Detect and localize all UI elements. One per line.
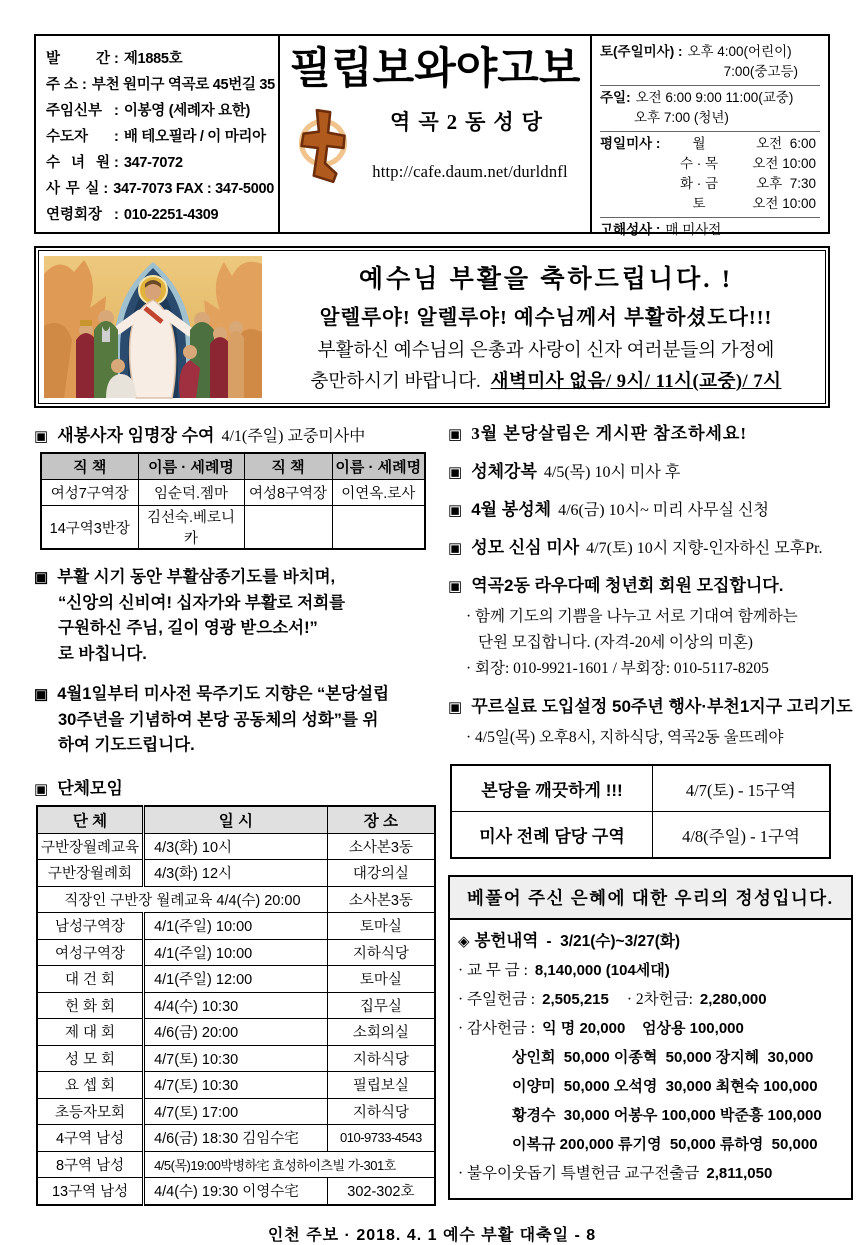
cell: 지하식당 xyxy=(327,939,435,966)
col-header: 직 책 xyxy=(41,453,138,480)
donor-line: 상인희 50,000 이종혁 50,000 장지혜 30,000 xyxy=(512,1049,814,1066)
offering-body xyxy=(450,920,851,1198)
duty-value: 4/8(주일) - 1구역 xyxy=(653,812,831,859)
table-row xyxy=(41,480,425,506)
square-bullet-icon: ▣ xyxy=(448,426,463,443)
offering-line xyxy=(458,1014,847,1043)
duty-name: 본당을 깨끗하게 !!! xyxy=(451,765,653,812)
info-row xyxy=(46,176,274,202)
notice-bold: 꾸르실료 도입설정 50주년 행사·부천1지구 고리기도 xyxy=(471,697,853,716)
cell: 토마실 xyxy=(327,913,435,940)
cell: 집무실 xyxy=(327,992,435,1019)
col-header: 이름 · 세례명 xyxy=(138,453,244,480)
colon: : xyxy=(114,207,119,223)
notice-bold: 성체강복 xyxy=(471,462,537,481)
offering-line xyxy=(458,1159,847,1188)
offering-label: · 2차헌금: xyxy=(626,991,693,1008)
donor-line: 황경수 30,000 어봉우 100,000 박준흥 100,000 xyxy=(512,1107,822,1124)
cell: 4/4(수) 19:30 이영수宅 xyxy=(144,1178,328,1205)
left-column xyxy=(34,419,436,1206)
cell: 지하식당 xyxy=(327,1045,435,1072)
info-value: 이봉영 (세례자 요한) xyxy=(123,103,251,119)
cell: 여성8구역장 xyxy=(244,480,332,506)
greeting-line2: 알렐루야! 알렐루야! 예수님께서 부활하셨도다!!! xyxy=(319,307,773,330)
table-row xyxy=(41,506,425,550)
info-row xyxy=(46,202,274,228)
notice-item xyxy=(448,460,853,484)
cell: 8구역 남성 xyxy=(37,1151,144,1178)
cell: 4구역 남성 xyxy=(37,1125,144,1152)
table-row xyxy=(37,1045,435,1072)
info-value: 부천 원미구 역곡로 45번길 35 xyxy=(91,77,275,93)
cell: 소사본3동 xyxy=(327,833,435,860)
offering-amount: 익 명 20,000 엄상용 100,000 xyxy=(542,1020,744,1037)
appointment-date: 4/1(주일) 교중미사中 xyxy=(221,428,366,445)
offering-title-line xyxy=(458,927,847,956)
mass-sun-time2: 오후 7:00 (청년) xyxy=(634,110,729,125)
groups-title: 단체모임 xyxy=(57,778,123,798)
cell: 토마실 xyxy=(327,966,435,993)
greeting-line3: 부활하신 예수님의 은총과 사랑이 신자 여러분들의 가정에 xyxy=(317,340,775,361)
cell: 필립보실 xyxy=(327,1072,435,1099)
mass-schedule-notice: 새벽미사 없음/ 9시/ 11시(교중)/ 7시 xyxy=(490,371,782,392)
info-row xyxy=(46,72,274,98)
notice-item xyxy=(448,498,853,522)
cell: 302-302호 xyxy=(327,1178,435,1205)
parish-cross-icon xyxy=(292,104,354,190)
weekday-row xyxy=(666,154,820,174)
cell: 남성구역장 xyxy=(37,913,144,940)
mass-sunday xyxy=(600,86,820,132)
offering-amount: 8,140,000 (104세대) xyxy=(534,962,670,979)
paragraph-line: “신앙의 신비여! 십자가와 부활로 저희를 xyxy=(58,593,346,612)
confession-value: 매 미사전 xyxy=(665,222,722,237)
colon: : xyxy=(114,129,119,145)
info-row xyxy=(46,150,274,176)
info-label: 수도자 xyxy=(46,129,89,145)
duty-table xyxy=(450,764,831,859)
notice-sublines xyxy=(466,725,853,751)
weekday-row xyxy=(666,174,820,194)
mass-weekday xyxy=(600,132,820,218)
mass-saturday xyxy=(600,40,820,86)
mass-sat-label: 토(주일미사) : xyxy=(600,44,683,59)
parish-brand-box xyxy=(280,34,592,234)
cell: 대 건 회 xyxy=(37,966,144,993)
table-header-row xyxy=(37,806,435,834)
square-bullet-icon: ▣ xyxy=(448,464,463,481)
table-row xyxy=(37,1178,435,1205)
mass-weekday-label: 평일미사 : xyxy=(600,136,661,151)
paragraph-line: 로 바칩니다. xyxy=(58,644,147,663)
donor-line: 이양미 50,000 오석영 30,000 최현숙 100,000 xyxy=(512,1078,818,1095)
bulletin-footer: 인천 주보 · 2018. 4. 1 예수 부활 대축일 - 8 xyxy=(267,1226,597,1244)
info-label: 주임신부 xyxy=(46,103,103,119)
square-bullet-icon: ▣ xyxy=(448,502,463,519)
appointment-table xyxy=(40,452,426,550)
duty-name: 미사 전례 담당 구역 xyxy=(451,812,653,859)
parish-cafe-url[interactable]: http://cafe.daum.net/durldnfl xyxy=(372,161,568,181)
info-value: 347-7073 FAX : 347-5000 xyxy=(113,181,274,197)
cell: 소회의실 xyxy=(327,1019,435,1046)
cell: 4/3(화) 10시 xyxy=(144,833,328,860)
info-label: 주 소 xyxy=(46,77,79,93)
easter-banner xyxy=(34,246,830,408)
right-column xyxy=(448,419,853,1206)
group-meetings-table xyxy=(36,805,436,1206)
notice-bold: 성모 신심 미사 xyxy=(471,538,580,557)
offering-label: · 교 무 금 : xyxy=(458,962,528,979)
info-row xyxy=(46,98,274,124)
weekday-day: 월 xyxy=(692,136,706,151)
cell: 대강의실 xyxy=(327,860,435,887)
mass-sun-label: 주일: xyxy=(600,90,631,105)
info-row xyxy=(46,46,274,72)
cell: 헌 화 회 xyxy=(37,992,144,1019)
weekday-day: 토 xyxy=(692,196,706,211)
table-header-row xyxy=(41,453,425,480)
cell: 지하식당 xyxy=(327,1098,435,1125)
weekday-row xyxy=(666,194,820,214)
cell: 성 모 회 xyxy=(37,1045,144,1072)
colon: : xyxy=(103,181,109,197)
cell: 직장인 구반장 월례교육 4/4(수) 20:00 xyxy=(37,886,327,913)
cell: 이연옥.로사 xyxy=(332,480,425,506)
table-row xyxy=(37,966,435,993)
info-value: 347-7072 xyxy=(123,155,183,171)
table-row xyxy=(37,1125,435,1152)
notice-item xyxy=(448,695,853,719)
notice-subline: · 4/5일(목) 오후8시, 지하식당, 역곡2동 울뜨레야 xyxy=(466,729,784,746)
offering-title: 봉헌내역 xyxy=(474,932,539,950)
colon: : xyxy=(82,77,87,93)
weekday-time: 오전 6:00 xyxy=(756,136,816,151)
paragraph-line: 30주년을 기념하여 본당 공동체의 성화”를 위 xyxy=(58,710,379,729)
col-header: 직 책 xyxy=(244,453,332,480)
cell: 4/6(금) 20:00 xyxy=(144,1019,328,1046)
publication-info-box xyxy=(34,34,280,234)
info-value: 010-2251-4309 xyxy=(123,207,219,223)
mass-sun-time: 오전 6:00 9:00 11:00(교중) xyxy=(635,90,794,105)
parish-title: 필립보와야고보 xyxy=(289,46,581,93)
cell: 4/3(화) 12시 xyxy=(144,860,328,887)
diamond-icon: ◈ xyxy=(458,933,470,950)
notice-subline: 단원 모집합니다. (자격-20세 이상의 미혼) xyxy=(478,634,753,651)
notice-rest: 4/5(목) 10시 미사 후 xyxy=(543,464,681,481)
notice-rest: 4/7(토) 10시 지향-인자하신 모후Pr. xyxy=(586,540,823,557)
greeting-line4 xyxy=(274,367,818,393)
offering-label: · 주일헌금 : xyxy=(458,991,536,1008)
offering-amount: 2,505,215 xyxy=(542,991,609,1008)
info-row xyxy=(46,124,274,150)
offering-box xyxy=(448,875,853,1200)
notice-item xyxy=(448,422,853,446)
rosary-intention-paragraph xyxy=(34,682,436,759)
square-bullet-icon: ▣ xyxy=(34,428,49,445)
cell: 4/5(목)19:00박병하宅 효성하이츠빌 가-301호 xyxy=(144,1151,435,1178)
resurrection-icon xyxy=(44,256,262,398)
mass-sat-time2: 7:00(중고등) xyxy=(723,64,798,79)
cell: 구반장월례회 xyxy=(37,860,144,887)
confession-label: 고해성사 : xyxy=(600,222,661,237)
groups-heading xyxy=(34,774,436,799)
notice-item xyxy=(448,574,853,598)
notice-subline: · 회장: 010-9921-1601 / 부회장: 010-5117-8205 xyxy=(466,660,769,677)
masthead xyxy=(34,34,830,237)
offering-amount: 2,811,050 xyxy=(706,1165,773,1182)
info-label: 발 간 xyxy=(46,51,110,67)
weekday-row xyxy=(666,134,820,154)
greeting-line4-text: 충만하시기 바랍니다. xyxy=(310,371,481,392)
notice-rest: 4/6(금) 10시~ 미리 사무실 신청 xyxy=(558,502,769,519)
col-header: 이름 · 세례명 xyxy=(332,453,425,480)
square-bullet-icon: ▣ xyxy=(448,699,463,716)
col-header: 단 체 xyxy=(37,806,144,834)
mass-times-box xyxy=(592,34,830,237)
notice-bold: 3월 본당살림은 게시판 참조하세요! xyxy=(471,424,748,443)
paragraph-line: 구원하신 주님, 길이 영광 받으소서!” xyxy=(58,619,318,637)
donor-line: 이복규 200,000 류기영 50,000 류하영 50,000 xyxy=(512,1136,818,1153)
cell: 14구역3반장 xyxy=(41,506,138,550)
cell: 4/1(주일) 10:00 xyxy=(144,913,328,940)
paragraph-line: 하여 기도드립니다. xyxy=(58,736,195,754)
cell: 4/7(토) 10:30 xyxy=(144,1045,328,1072)
offering-label: · 불우이웃돕기 특별헌금 교구전출금 xyxy=(458,1165,700,1182)
colon: : xyxy=(114,51,119,67)
parish-name: 역곡2동성당 xyxy=(390,109,550,134)
easter-greeting xyxy=(272,256,820,398)
table-row xyxy=(37,1072,435,1099)
cell: 구반장월례교육 xyxy=(37,833,144,860)
table-row xyxy=(37,939,435,966)
cell: 13구역 남성 xyxy=(37,1178,144,1205)
colon: : xyxy=(114,103,119,119)
notice-subline: · 함께 기도의 기쁨을 나누고 서로 기대여 함께하는 xyxy=(466,608,798,625)
offering-label: · 감사헌금 : xyxy=(458,1020,536,1037)
square-bullet-icon: ▣ xyxy=(34,780,49,798)
cell: 여성구역장 xyxy=(37,939,144,966)
table-row xyxy=(37,886,435,913)
confession xyxy=(600,218,820,243)
appointment-title: 새봉사자 임명장 수여 xyxy=(57,426,215,445)
offering-amount: 2,280,000 xyxy=(699,991,767,1008)
greeting-line1: 예수님 부활을 축하드립니다. ! xyxy=(358,266,734,293)
duty-value: 4/7(토) - 15구역 xyxy=(653,765,831,812)
cell xyxy=(244,506,332,550)
table-row xyxy=(37,1151,435,1178)
weekday-time: 오전 10:00 xyxy=(752,196,816,211)
col-header: 장 소 xyxy=(327,806,435,834)
offering-date-range: - 3/21(수)~3/27(화) xyxy=(546,933,681,950)
cell: 4/7(토) 10:30 xyxy=(144,1072,328,1099)
square-bullet-icon: ▣ xyxy=(448,578,463,595)
info-label: 연령회장 xyxy=(46,207,103,223)
table-row xyxy=(37,913,435,940)
cell: 제 대 회 xyxy=(37,1019,144,1046)
colon: : xyxy=(114,155,119,171)
cell: 4/1(주일) 10:00 xyxy=(144,939,328,966)
cell: 임순덕.젬마 xyxy=(138,480,244,506)
offering-header: 베풀어 주신 은혜에 대한 우리의 정성입니다. xyxy=(450,877,851,920)
cell: 4/7(토) 17:00 xyxy=(144,1098,328,1125)
cell xyxy=(332,506,425,550)
notice-item xyxy=(448,536,853,560)
offering-line xyxy=(458,985,847,1014)
appointment-heading xyxy=(34,421,436,446)
cell: 4/6(금) 18:30 김임수宅 xyxy=(144,1125,328,1152)
cell: 소사본3동 xyxy=(327,886,435,913)
table-row xyxy=(37,833,435,860)
col-header: 일 시 xyxy=(144,806,328,834)
info-value: 제1885호 xyxy=(123,51,183,67)
table-row xyxy=(37,992,435,1019)
square-bullet-icon: ▣ xyxy=(448,540,463,557)
easter-angelus-paragraph xyxy=(34,565,436,667)
paragraph-line: 4월1일부터 미사전 묵주기도 지향은 “본당설립 xyxy=(57,685,390,703)
cell: 초등자모회 xyxy=(37,1098,144,1125)
weekday-time: 오후 7:30 xyxy=(756,176,816,191)
weekday-time: 오전 10:00 xyxy=(752,156,816,171)
notice-sublines xyxy=(466,604,853,682)
offering-line xyxy=(458,956,847,985)
info-label: 사 무 실 xyxy=(46,181,100,197)
table-row xyxy=(451,812,830,859)
cell: 김선숙.베로니카 xyxy=(138,506,244,550)
cell: 4/1(주일) 12:00 xyxy=(144,966,328,993)
weekday-day: 화 · 금 xyxy=(679,176,719,191)
cell: 010-9733-4543 xyxy=(327,1125,435,1152)
info-label: 수 녀 원 xyxy=(46,155,110,171)
notice-bold: 4월 봉성체 xyxy=(471,500,552,519)
cell: 4/4(수) 10:30 xyxy=(144,992,328,1019)
table-row xyxy=(451,765,830,812)
square-bullet-icon: ▣ xyxy=(34,569,49,586)
table-row xyxy=(37,1019,435,1046)
paragraph-line: 부활 시기 동안 부활삼종기도를 바치며, xyxy=(57,568,336,586)
cell: 요 셉 회 xyxy=(37,1072,144,1099)
info-value: 배 테오필라 / 이 마리아 xyxy=(123,129,266,145)
weekday-day: 수 · 목 xyxy=(679,156,719,171)
mass-sat-time: 오후 4:00(어린이) xyxy=(687,44,792,59)
square-bullet-icon: ▣ xyxy=(34,686,49,703)
table-row xyxy=(37,1098,435,1125)
table-row xyxy=(37,860,435,887)
notice-bold: 역곡2동 라우다떼 청년회 회원 모집합니다. xyxy=(471,576,784,595)
cell: 여성7구역장 xyxy=(41,480,138,506)
